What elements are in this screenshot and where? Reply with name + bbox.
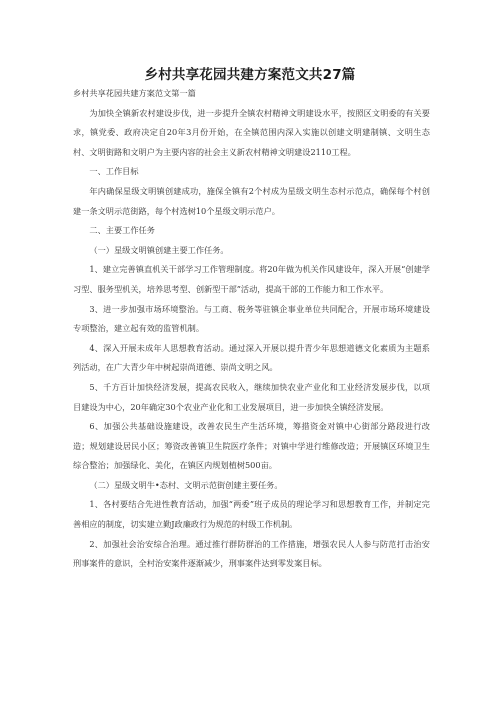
heading-main-tasks: 二、主要工作任务 (89, 225, 155, 236)
paragraph-item-6: 6、加强公共基础设施建设，改善农民生产生活环境，筹措资金对镇中心街部分路段进行改造；规划建设居民小区；筹资改善镇卫生院医疗条件；对镇中学进行维修改造；开展镇区环境卫生综合整治；加强绿化、美化，在镇区内规划植树500亩。 (73, 421, 430, 471)
heading-work-goals: 一、工作目标 (89, 166, 139, 177)
paragraph-intro: 为加快全镇新农村建设步伐，进一步提升全镇农村精神文明建设水平，按照区文明委的有关要求，镇党委、政府决定自20年3月份开始，在全镇范围内深入实施以创建文明建制镇、文明生态村、文明街路和文明户为主要内容的社会主义新农村精神文明建设2110工程。 (73, 107, 430, 157)
paragraph-item-3: 3、进一步加强市场环境整治。与工商、税务等驻镇企事业单位共同配合，开展市场环境建设专项整治，建立起有效的监管机制。 (73, 303, 430, 334)
paragraph-village-item-2: 2、加强社会治安综合治理。通过推行群防群治的工作措施，增强农民人人参与防范打击治安刑事案件的意识，全村治安案件逐渐减少，刑事案件达到零发案目标。 (73, 538, 430, 569)
document-title: 乡村共享花园共建方案范文共27篇 (144, 67, 356, 83)
subheading-town-tasks: （一）星级文明镇创建主要工作任务。 (89, 244, 229, 255)
section-subtitle: 乡村共享花园共建方案范文第一篇 (73, 88, 196, 98)
document-body (73, 84, 430, 574)
paragraph-village-item-1: 1、各村要结合先进性教育活动，加强“两委”班子成员的理论学习和思想教育工作，并制定完善相应的制度，切实建立勤J政廉政行为规范的村级工作机制。 (73, 499, 430, 530)
paragraph-item-1: 1、建立完善镇直机关干部学习工作管理制度。将20年做为机关作风建设年，深入开展“创建学习型、服务型机关，培养思考型、创新型干部”活动，提高干部的工作能力和工作水平。 (73, 264, 430, 294)
paragraph-goals: 年内确保星级文明镇创建成功，施保全镇有2个村成为星级文明生态村示范点，确保每个村创建一条文明示范街路，每个村选树10个星级文明示范户。 (73, 185, 430, 216)
paragraph-item-5: 5、千方百计加快经济发展，提高农民收入，继续加快农业产业化和工业经济发展步伐，以项目建设为中心，20年确定30个农业产业化和工业发展项目，进一步加快全镇经济发展。 (73, 381, 430, 412)
paragraph-item-4: 4、深入开展未成年人思想教育活动。通过深入开展以提升青少年思想道德文化素质为主题系列活动，在广大青少年中树起崇尚道德、崇尚文明之风。 (73, 342, 430, 373)
subheading-village-tasks: （二）星级文明牛•态村、文明示范街创建主要任务。 (89, 479, 283, 490)
